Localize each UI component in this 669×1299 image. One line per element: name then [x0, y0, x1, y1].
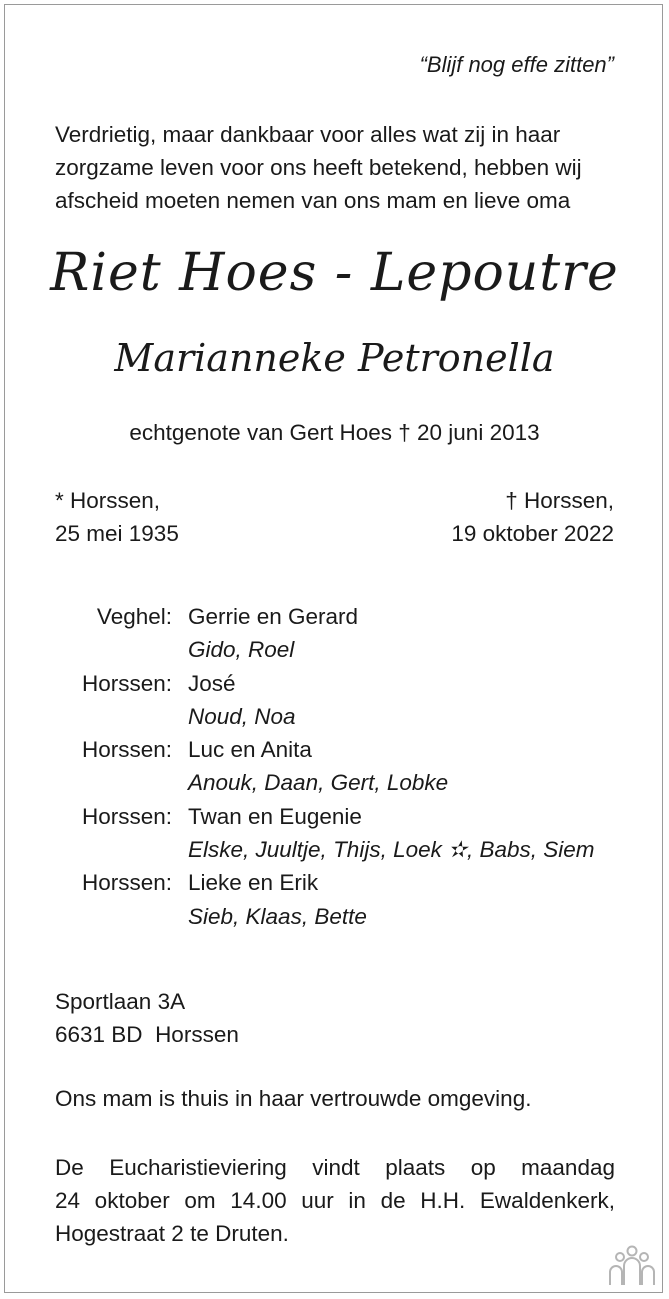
- family-grandchildren: Elske, Juultje, Thijs, Loek ✫, Babs, Siem: [188, 837, 595, 863]
- intro-text: [55, 118, 615, 217]
- deceased-name: Riet Hoes - Lepoutre: [50, 243, 619, 303]
- family-grandchildren: Noud, Noa: [188, 703, 296, 729]
- birth-place: * Horssen,: [55, 488, 161, 513]
- family-name: José: [188, 670, 236, 696]
- family-name: Twan en Eugenie: [188, 803, 362, 829]
- intro-line: Verdrietig, maar dankbaar voor alles wat zij in haar: [55, 122, 561, 147]
- intro-line: afscheid moeten nemen van ons mam en lieve oma: [55, 188, 571, 213]
- spouse-line: echtgenote van Gert Hoes † 20 juni 2013: [129, 420, 540, 445]
- family-entry: [55, 667, 635, 734]
- family-grandchildren: Anouk, Daan, Gert, Lobke: [188, 770, 449, 796]
- address-street: Sportlaan 3A: [55, 989, 186, 1014]
- intro-line: zorgzame leven voor ons heeft betekend, hebben wij: [55, 155, 582, 180]
- death-place: † Horssen,: [505, 488, 614, 513]
- motto: “Blijf nog effe zitten”: [419, 52, 614, 77]
- family-place: Horssen:: [81, 870, 172, 896]
- family-entry: [55, 733, 635, 800]
- family-place: Veghel:: [96, 604, 172, 629]
- address: [55, 985, 239, 1051]
- family-list: [55, 600, 635, 933]
- family-place: Horssen:: [81, 803, 172, 829]
- family-grandchildren: Gido, Roel: [188, 637, 295, 663]
- family-place: Horssen:: [81, 737, 172, 763]
- service-line: De Eucharistieviering vindt plaats op maandag: [55, 1155, 615, 1180]
- family-entry: [55, 800, 635, 867]
- family-name: Luc en Anita: [188, 737, 312, 763]
- service-line: Hogestraat 2 te Druten.: [55, 1221, 289, 1246]
- deceased-given-names: Marianneke Petronella: [114, 336, 555, 380]
- family-grandchildren: Sieb, Klaas, Bette: [188, 903, 367, 929]
- birth-date: 25 mei 1935: [55, 521, 179, 546]
- birth-info: [55, 484, 179, 550]
- family-place: Horssen:: [81, 670, 172, 696]
- service-line: 24 oktober om 14.00 uur in de H.H. Ewaldenkerk,: [55, 1188, 615, 1213]
- address-city: 6631 BD Horssen: [55, 1022, 239, 1047]
- service-info: [55, 1151, 615, 1250]
- home-note: Ons mam is thuis in haar vertrouwde omgeving.: [55, 1086, 532, 1111]
- death-info: [451, 484, 614, 550]
- family-name: Lieke en Erik: [188, 870, 319, 896]
- death-date: 19 oktober 2022: [451, 521, 614, 546]
- people-group-icon: [606, 1245, 658, 1287]
- family-entry: [55, 866, 635, 933]
- family-entry: [55, 600, 635, 667]
- family-name: Gerrie en Gerard: [188, 604, 359, 629]
